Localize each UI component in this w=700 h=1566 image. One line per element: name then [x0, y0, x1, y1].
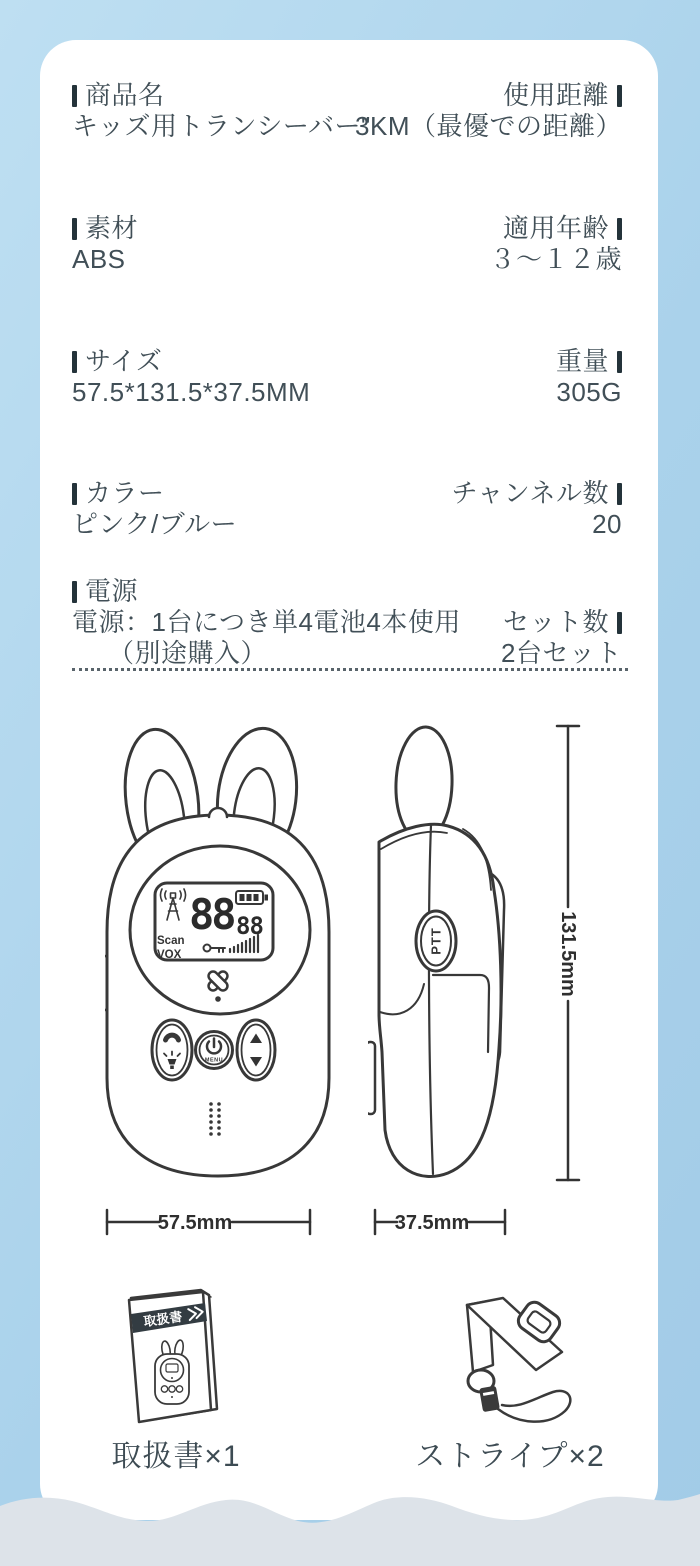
side-tab	[368, 1042, 375, 1114]
spec-label	[501, 607, 622, 638]
spec-value-line2: （別途購入）	[108, 638, 268, 668]
spec-label-text: チャンネル数	[451, 478, 609, 508]
spec-label-text: 適用年齢	[502, 213, 609, 243]
spec-row-product-name	[72, 80, 622, 144]
ptt-button	[416, 911, 456, 971]
spec-right	[489, 213, 622, 275]
spec-right	[452, 478, 622, 540]
front-view-drawing	[105, 722, 335, 1192]
menu-label: MENU	[204, 1057, 224, 1064]
label-marker	[617, 85, 622, 107]
manual-title: 取扱書	[142, 1308, 184, 1330]
spec-value: 20	[592, 509, 622, 539]
label-marker	[72, 483, 77, 505]
spec-row-material	[72, 213, 622, 277]
cord-loop	[498, 1391, 570, 1422]
label-marker	[72, 85, 77, 107]
menu-power-button	[196, 1032, 233, 1069]
spec-label	[355, 80, 622, 111]
label-marker	[72, 218, 77, 240]
label-marker	[72, 581, 77, 603]
spec-label	[489, 213, 622, 244]
spec-label-text: 使用距離	[502, 80, 609, 110]
spec-row-size	[72, 346, 622, 410]
manual-count-label: 取扱書×1	[111, 1440, 241, 1473]
spec-label	[556, 346, 622, 377]
spec-label-text: 素材	[85, 213, 139, 243]
depth-dimension-label: 37.5mm	[394, 1212, 470, 1234]
spec-left	[72, 576, 461, 669]
spec-left	[72, 346, 310, 408]
side-view-drawing	[368, 722, 520, 1185]
width-dimension	[105, 1206, 315, 1242]
label-marker	[72, 351, 77, 373]
call-button	[152, 1020, 192, 1080]
spec-value: 電源：1台につき単4電池4本使用	[72, 607, 461, 637]
bottom-wave	[0, 1470, 700, 1566]
top-notch	[209, 808, 227, 817]
spec-value: 3KM（最優での距離）	[355, 111, 622, 141]
spec-value: ３～１２歳	[489, 244, 622, 274]
spec-label	[72, 478, 237, 509]
lcd-vox-label: VOX	[157, 949, 182, 961]
height-dimension-label: 131.5mm	[557, 911, 579, 997]
strap-count-label: ストライプ×2	[415, 1440, 605, 1473]
ptt-label: PTT	[428, 927, 444, 955]
spec-value: 2台セット	[501, 638, 622, 668]
spec-right	[501, 607, 622, 669]
height-dimension	[545, 722, 591, 1186]
label-marker	[617, 218, 622, 240]
manual-booklet-icon	[123, 1288, 225, 1428]
lcd-scan-label: Scan	[157, 935, 185, 947]
device-body-side	[379, 824, 501, 1176]
spec-row-color	[72, 478, 622, 542]
spec-label-text: サイズ	[85, 346, 163, 376]
spec-label-text: 重量	[555, 346, 609, 376]
spec-label-text: セット数	[502, 607, 609, 637]
spec-label-text: カラー	[85, 478, 165, 508]
strap-icon	[435, 1295, 595, 1430]
spec-left	[72, 213, 138, 275]
channel-updown-button	[237, 1020, 275, 1080]
spec-label	[72, 80, 371, 111]
lcd-channel-digits: 88	[189, 890, 234, 939]
spec-right	[355, 80, 622, 142]
spec-row-power	[72, 576, 622, 668]
spec-label	[72, 213, 138, 244]
depth-dimension	[370, 1206, 510, 1242]
dotted-divider	[72, 668, 628, 671]
label-marker	[617, 483, 622, 505]
spec-label	[72, 346, 310, 377]
spec-value: 305G	[556, 377, 622, 407]
spec-right	[556, 346, 622, 408]
cord-clip-icon	[479, 1386, 500, 1413]
spec-value: ABS	[72, 244, 126, 274]
width-dimension-label: 57.5mm	[157, 1212, 233, 1234]
spec-value: キッズ用トランシーバー"	[72, 111, 371, 141]
spec-label	[452, 478, 622, 509]
spec-value: ピンク/ブルー	[72, 509, 238, 539]
spec-value: 57.5*131.5*37.5MM	[72, 377, 311, 407]
label-marker	[617, 351, 622, 373]
spec-left	[72, 80, 371, 142]
label-marker	[617, 612, 622, 634]
spec-label-text: 商品名	[85, 80, 165, 110]
spec-label-text: 電源	[85, 576, 139, 606]
spec-left	[72, 478, 237, 540]
spec-label	[72, 576, 461, 607]
lcd-sub-digits: 88	[236, 912, 263, 940]
